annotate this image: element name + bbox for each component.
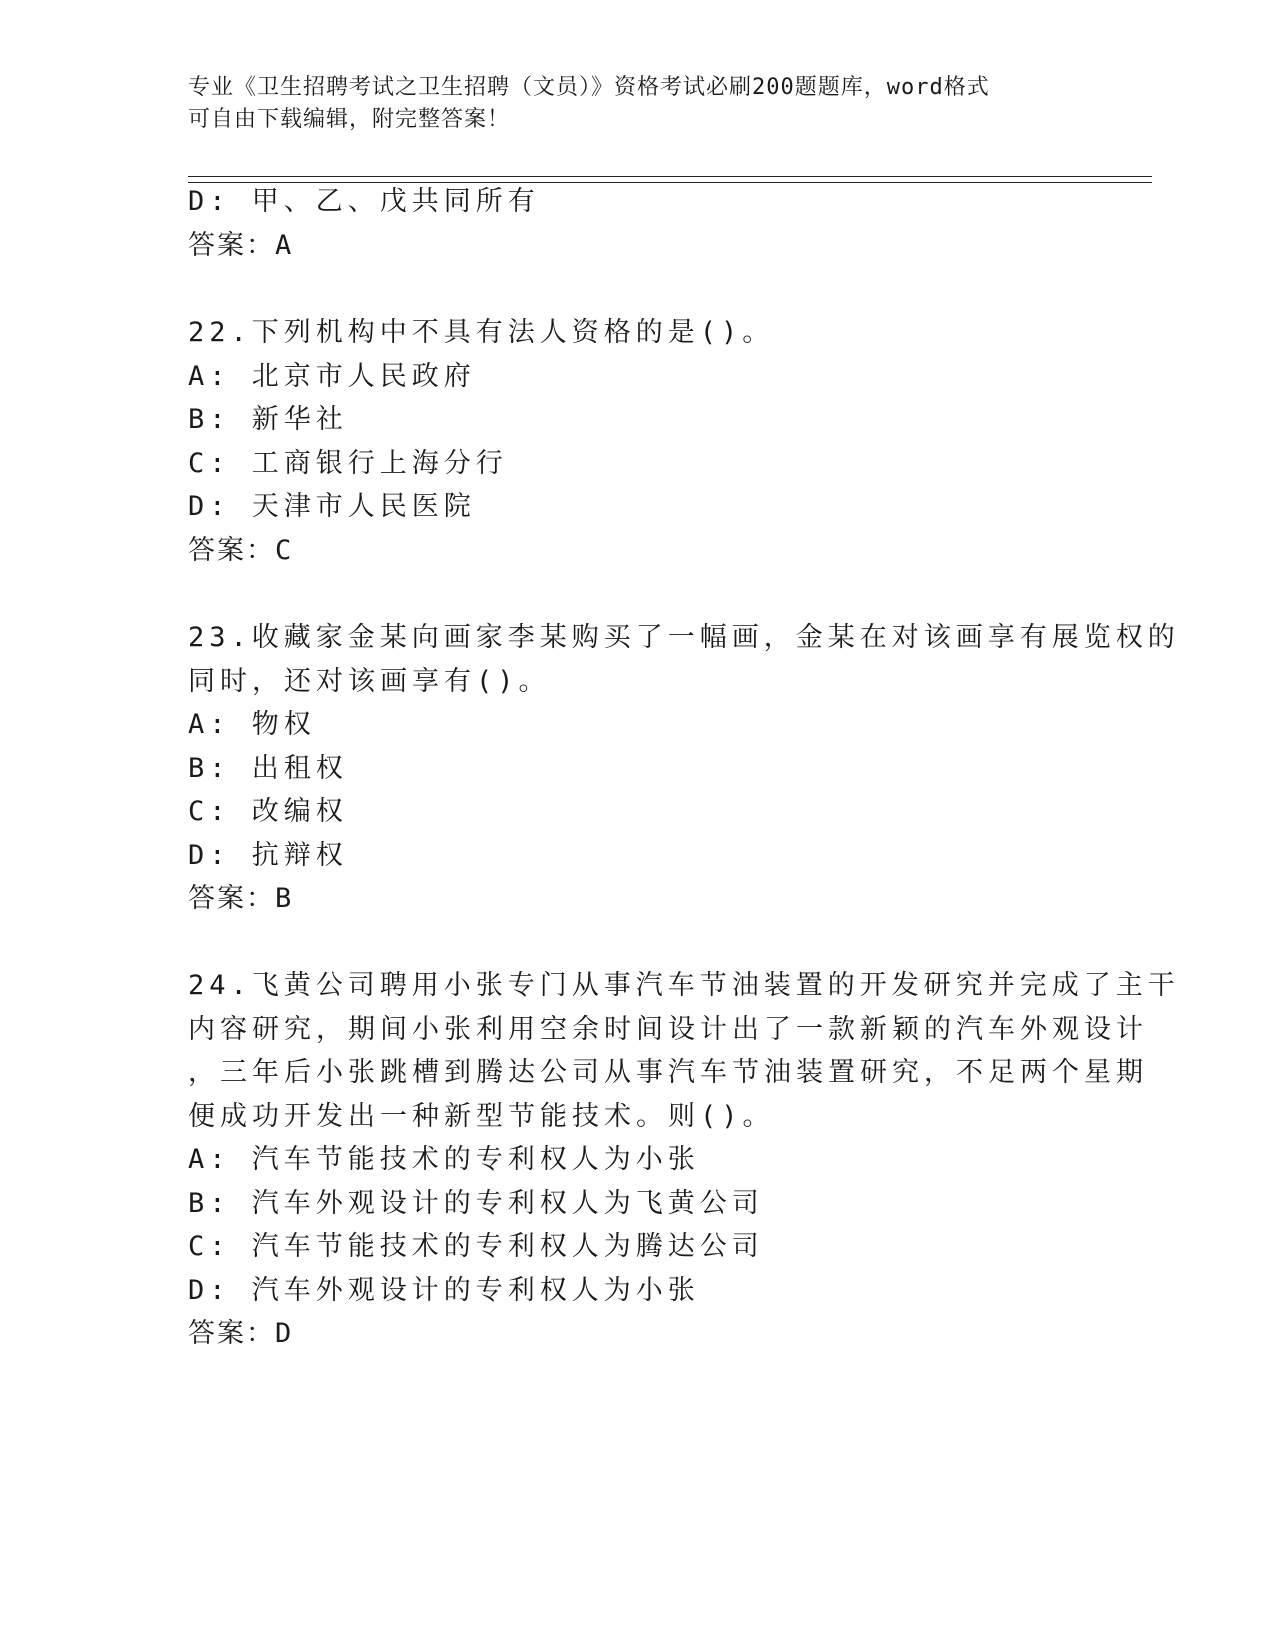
q24-option-a: A: 汽车节能技术的专利权人为小张 [188,1144,700,1175]
q24-stem-line-4: 便成功开发出一种新型节能技术。则()。 [188,1101,775,1132]
q24-stem-line-1: 24.飞黄公司聘用小张专门从事汽车节油装置的开发研究并完成了主干 [188,970,1180,1001]
q23-option-a: A: 物权 [188,709,316,740]
header-line-1: 专业《卫生招聘考试之卫生招聘（文员）》资格考试必刷200题题库，word格式 [188,75,990,100]
q22-option-a: A: 北京市人民政府 [188,361,476,392]
q22-option-b: B: 新华社 [188,404,348,435]
q22-option-d: D: 天津市人民医院 [188,491,476,522]
q24-option-b: B: 汽车外观设计的专利权人为飞黄公司 [188,1188,764,1219]
header-rule-top [188,176,1152,177]
q24-option-c: C: 汽车节能技术的专利权人为腾达公司 [188,1231,764,1262]
q24-answer: 答案：D [188,1318,294,1349]
prev-option-d: D: 甲、乙、戊共同所有 [188,186,540,217]
q22-option-c: C: 工商银行上海分行 [188,448,508,479]
q24-stem-line-3: ，三年后小张跳槽到腾达公司从事汽车节油装置研究，不足两个星期 [188,1057,1148,1088]
q22-answer: 答案：C [188,535,294,566]
q23-option-d: D: 抗辩权 [188,840,348,871]
q24-stem-line-2: 内容研究，期间小张利用空余时间设计出了一款新颖的汽车外观设计 [188,1014,1148,1045]
q23-option-c: C: 改编权 [188,796,348,827]
q22-stem: 22.下列机构中不具有法人资格的是()。 [188,317,775,348]
q23-answer: 答案：B [188,883,294,914]
q23-stem-line-2: 同时，还对该画享有()。 [188,666,551,697]
header-line-2: 可自由下载编辑，附完整答案！ [188,107,511,132]
prev-answer: 答案：A [188,230,294,261]
document-header [188,72,1088,136]
q23-option-b: B: 出租权 [188,753,348,784]
q24-option-d: D: 汽车外观设计的专利权人为小张 [188,1275,700,1306]
header-rule-bottom [188,182,1152,183]
q23-stem-line-1: 23.收藏家金某向画家李某购买了一幅画，金某在对该画享有展览权的 [188,622,1180,653]
